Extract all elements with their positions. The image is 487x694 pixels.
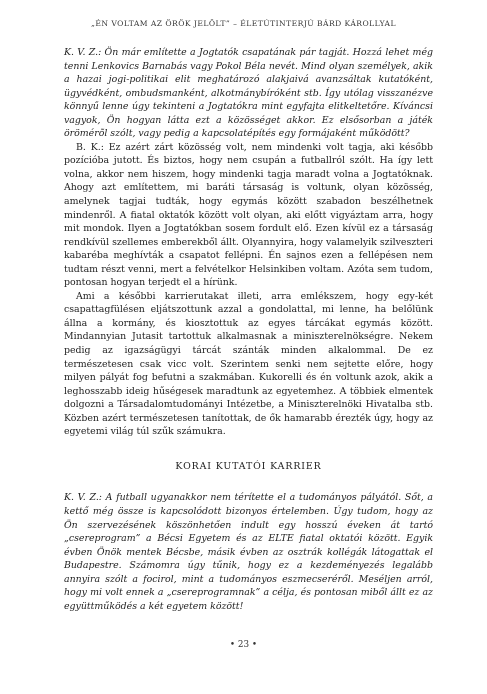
interview-question: K. V. Z.: A futball ugyanakkor nem térítette el a tudományos pályától. Sőt, a kettő még össze is kapcsolódott bizonyos értelemben. Úgy tudom, hogy az Ön szervezésének köszönhetően indult egy hosszú éveken át tartó „csereprogram” a Bécsi Egyetem és az ELTE fiatal oktatói között. Egyik évben Önök mentek Bécsbe, másik évben az osztrák kollégák látogattak el Budapestre. Számomra úgy tűnik, hogy ez a kezdeményezés legalább annyira szólt a focirol, mint a tudományos eszmecseréről. Meséljen arról, hogy mi volt ennek a „csereprogramnak” a célja, és pontosan miből állt ez az együttműködés a két egyetem között! <box>64 492 433 612</box>
interview-answer: B. K.: Ez azért zárt közösség volt, nem mindenki volt tagja, aki később pozícióba jutott. És biztos, hogy nem csupán a futballról szólt. Ha így lett volna, akkor nem hiszem, hogy mindenki tagja maradt volna a Jogtatóknak. Ahogy azt említettem, mi baráti társaság is voltunk, olyan közösség, amelynek tagjai tudták, hogy egymás között szabadon beszélhetnek mindenről. A fiatal oktatók között volt olyan, aki előtt vigyáztam arra, hogy mit mondok. Ilyen a Jogtatókban sosem fordult elő. Ezen kívül ez a társaság rendkívül szellemes emberekből állt. Olyannyira, hogy valamelyik szilveszteri kabaréba meghívták a csapatot fellépni. Én sajnos ezen a fellépésen nem tudtam részt venni, mert a felvételkor Helsinkiben voltam. Azóta sem tudom, pontosan hogyan terjedt el a hírünk. <box>64 141 433 289</box>
running-head: „ÉN VOLTAM AZ ÖRÖK JELÖLT” – ÉLETÚTINTERJÚ BÁRD KÁROLLYAL <box>91 19 396 28</box>
interview-answer-continued: Ami a későbbi karrierutakat illeti, arra emlékszem, hogy egy-két csapattagfülésen eljátszottunk azzal a gondolattal, mi lenne, ha belőlünk állna a kormány, és kiosztottuk az egyes tárcákat egymás között. Mindannyian Jutasit tartottuk alkalmasnak a miniszterelnökségre. Nekem pedig az igazságügyi tárcát szánták minden alkalommal. De ez természetesen csak vicc volt. Szerintem senki nem sejtette előre, hogy milyen pályát fog befutni a szakmában. Kukorelli és én voltunk azok, akik a leghosszabb ideig hűségesek maradtunk az egyetemhez. A többiek elmentek dolgozni a Társadalomtudományi Intézetbe, a Miniszterelnöki Hivatalba stb. Közben azért természetesen tanítottak, de ők hamarabb érezték úgy, hogy az egyetemi világ túl szűk számukra. <box>64 290 433 438</box>
section-heading: KORAI KUTATÓI KARRIER <box>175 460 322 472</box>
body-text <box>64 46 433 613</box>
interview-question: K. V. Z.: Ön már említette a Jogtatók csapatának pár tagját. Hozzá lehet még tenni Lenkovics Barnabás vagy Pokol Béla nevét. Mind olyan személyek, akik a hazai jogi-politikai elit meghatározó alakjaivá avanzsáltak kutatóként, ügyvédként, ombudsmanként, alkotmánybíróként stb. Így utólag visszanézve könnyű lenne úgy tekinteni a Jogtatókra mint egyfajta elitkeltetőre. Kíváncsi vagyok, Ön hogyan látta ezt a közösséget akkor. Ez elsősorban a játék örömérõl szólt, vagy pedig a kapcsolatépítés egy formájaként működött? <box>64 47 433 140</box>
page-number: • 23 • <box>229 640 258 650</box>
